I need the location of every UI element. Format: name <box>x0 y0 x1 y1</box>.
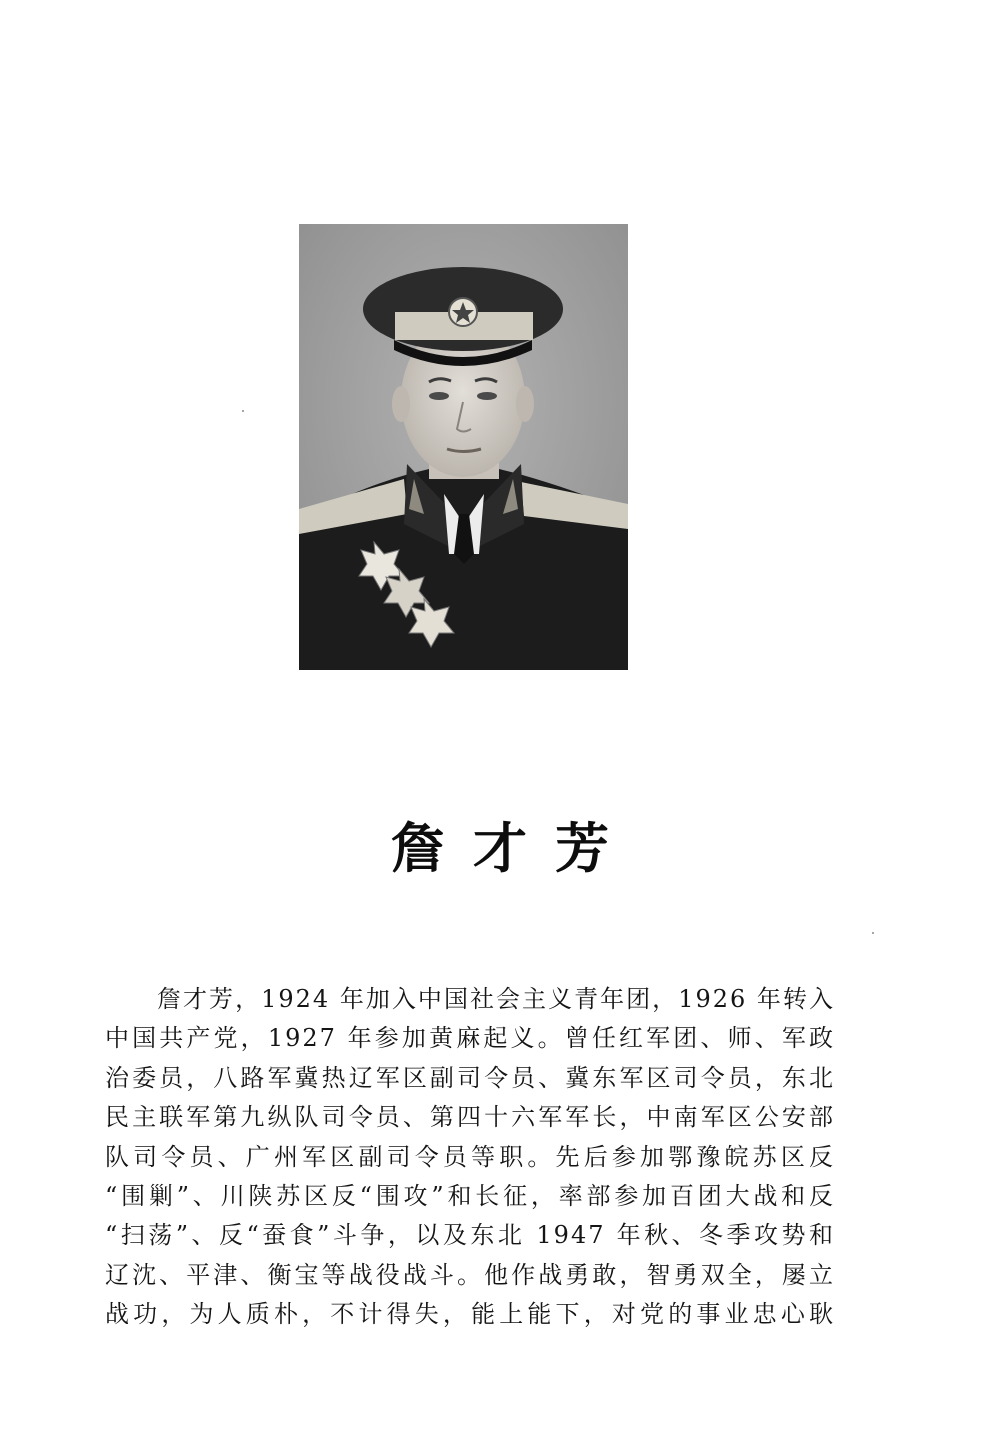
biography-line: 民主联军第九纵队司令员、第四十六军军长，中南军区公安部 <box>105 1103 835 1132</box>
scan-speck <box>242 410 244 412</box>
page-title: 詹才芳 <box>391 816 637 880</box>
biography-line: “扫荡”、反“蚕食”斗争，以及东北 1947 年秋、冬季攻势和 <box>105 1221 835 1250</box>
portrait-illustration <box>299 224 628 670</box>
biography-paragraph <box>105 980 835 1335</box>
left-eye <box>429 392 449 400</box>
biography-line: 治委员，八路军冀热辽军区副司令员、冀东军区司令员，东北 <box>105 1063 835 1092</box>
right-ear <box>516 386 534 422</box>
scan-speck <box>872 932 874 934</box>
biography-line: 中国共产党，1927 年参加黄麻起义。曾任红军团、师、军政 <box>105 1024 835 1053</box>
left-ear <box>392 386 410 422</box>
biography-line: 詹才芳，1924 年加入中国社会主义青年团，1926 年转入 <box>157 985 835 1013</box>
biography-line: 辽沈、平津、衡宝等战役战斗。他作战勇敢，智勇双全，屡立 <box>105 1260 835 1289</box>
biography-line: “围剿”、川陕苏区反“围攻”和长征，率部参加百团大战和反 <box>105 1181 835 1210</box>
portrait-photo <box>299 224 628 670</box>
right-eye <box>477 392 497 400</box>
biography-line: 战功，为人质朴，不计得失，能上能下，对党的事业忠心耿 <box>105 1300 835 1329</box>
biography-line: 队司令员、广州军区副司令员等职。先后参加鄂豫皖苏区反 <box>105 1142 835 1171</box>
